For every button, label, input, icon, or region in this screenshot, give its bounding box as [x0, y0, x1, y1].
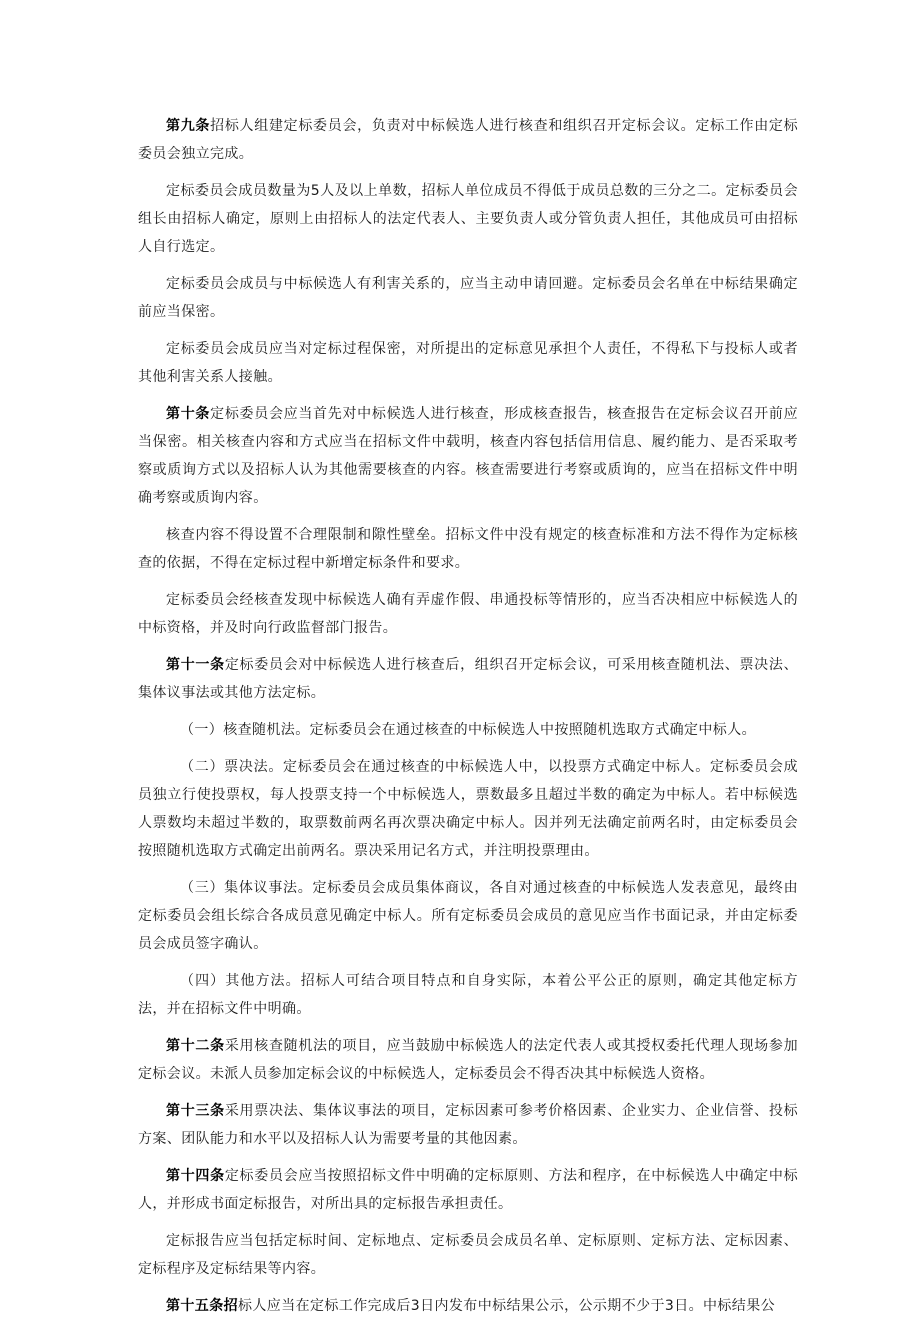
article-heading: 第九条 — [166, 118, 211, 134]
paragraph-text: 定标委员会应当按照招标文件中明确的定标原则、方法和程序，在中标候选人中确定中标人，并形成书面定标报告，对所出具的定标报告承担责任。 — [138, 1168, 798, 1212]
list-item — [138, 874, 798, 958]
paragraph-text: 定标委员会成员与中标候选人有利害关系的，应当主动申请回避。定标委员会名单在中标结果确定前应当保密。 — [138, 276, 798, 320]
article-heading: 第十三条 — [166, 1103, 225, 1119]
paragraph-text: （三）集体议事法。定标委员会成员集体商议，各自对通过核查的中标候选人发表意见，最终由定标委员会组长综合各成员意见确定中标人。所有定标委员会成员的意见应当作书面记录，并由定标委员会成员签字确认。 — [138, 880, 798, 952]
paragraph — [138, 335, 798, 391]
article-heading: 第十五条招 — [166, 1298, 238, 1314]
paragraph-text: 招标人组建定标委员会，负责对中标候选人进行核查和组织召开定标会议。定标工作由定标委员会独立完成。 — [138, 118, 799, 162]
paragraph-text: 核查内容不得设置不合理限制和隙性壁垒。招标文件中没有规定的核查标准和方法不得作为定标核查的依据，不得在定标过程中新增定标条件和要求。 — [138, 527, 798, 571]
paragraph — [138, 177, 798, 261]
paragraph-text: （二）票决法。定标委员会在通过核查的中标候选人中，以投票方式确定中标人。定标委员会成员独立行使投票权，每人投票支持一个中标候选人，票数最多且超过半数的确定为中标人。若中标候选人票数均未超过半数的，取票数前两名再次票决确定中标人。因并列无法确定前两名时，由定标委员会按照随机选取方式确定出前两名。票决采用记名方式，并注明投票理由。 — [138, 759, 798, 859]
article-heading: 第十一条 — [166, 657, 225, 673]
paragraph — [138, 1227, 798, 1283]
paragraph — [138, 521, 798, 577]
paragraph-article-10 — [138, 400, 798, 512]
paragraph — [138, 270, 798, 326]
paragraph-text: 定标报告应当包括定标时间、定标地点、定标委员会成员名单、定标原则、定标方法、定标因素、定标程序及定标结果等内容。 — [138, 1233, 798, 1277]
list-item — [138, 716, 798, 744]
article-heading: 第十条 — [166, 406, 211, 422]
document-body — [138, 112, 798, 1329]
paragraph-text: 采用核查随机法的项目，应当鼓励中标候选人的法定代表人或其授权委托代理人现场参加定标会议。未派人员参加定标会议的中标候选人，定标委员会不得否决其中标候选人资格。 — [138, 1038, 798, 1082]
paragraph-text: 定标委员会经核查发现中标候选人确有弄虚作假、串通投标等情形的，应当否决相应中标候选人的中标资格，并及时向行政监督部门报告。 — [138, 592, 798, 636]
paragraph-text: 定标委员会应当首先对中标候选人进行核查，形成核查报告，核查报告在定标会议召开前应当保密。相关核查内容和方式应当在招标文件中载明，核查内容包括信用信息、履约能力、是否采取考察或质询方式以及招标人认为其他需要核查的内容。核查需要进行考察或质询的，应当在招标文件中明确考察或质询内容。 — [138, 406, 799, 506]
paragraph-article-12 — [138, 1032, 798, 1088]
article-heading: 第十四条 — [166, 1168, 225, 1184]
paragraph-text: 采用票决法、集体议事法的项目，定标因素可参考价格因素、企业实力、企业信誉、投标方案、团队能力和水平以及招标人认为需要考量的其他因素。 — [138, 1103, 798, 1147]
paragraph-text: （四）其他方法。招标人可结合项目特点和自身实际，本着公平公正的原则，确定其他定标方法，并在招标文件中明确。 — [138, 973, 798, 1017]
paragraph-text: 定标委员会对中标候选人进行核查后，组织召开定标会议，可采用核查随机法、票决法、集体议事法或其他方法定标。 — [138, 657, 798, 701]
list-item — [138, 967, 798, 1023]
list-item — [138, 753, 798, 865]
paragraph-text: （一）核查随机法。定标委员会在通过核查的中标候选人中按照随机选取方式确定中标人。 — [180, 722, 756, 738]
article-heading: 第十二条 — [166, 1038, 225, 1054]
paragraph — [138, 586, 798, 642]
paragraph-text: 标人应当在定标工作完成后3日内发布中标结果公示，公示期不少于3日。中标结果公 — [238, 1298, 776, 1314]
paragraph-article-11 — [138, 651, 798, 707]
paragraph-article-14 — [138, 1162, 798, 1218]
paragraph-text: 定标委员会成员数量为5人及以上单数，招标人单位成员不得低于成员总数的三分之二。定标委员会组长由招标人确定，原则上由招标人的法定代表人、主要负责人或分管负责人担任，其他成员可由招标人自行选定。 — [138, 183, 798, 255]
paragraph-article-13 — [138, 1097, 798, 1153]
paragraph-text: 定标委员会成员应当对定标过程保密，对所提出的定标意见承担个人责任，不得私下与投标人或者其他利害关系人接触。 — [138, 341, 798, 385]
paragraph-article-9 — [138, 112, 798, 168]
paragraph-article-15 — [138, 1292, 798, 1320]
